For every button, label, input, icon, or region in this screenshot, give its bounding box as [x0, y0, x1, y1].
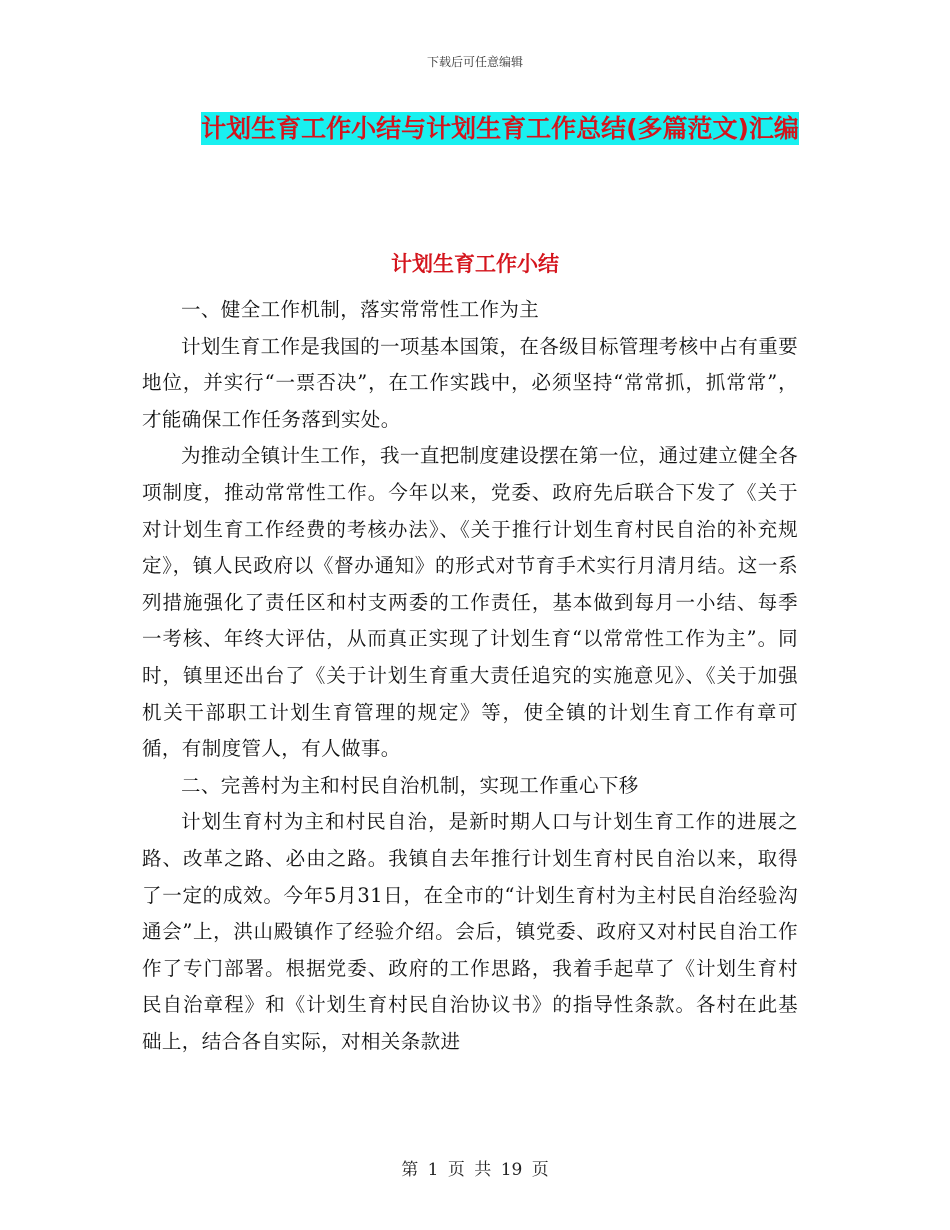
document-title — [190, 106, 810, 152]
document-title-highlight: 计划生育工作小结与计划生育工作总结(多篇范文)汇编 — [201, 114, 799, 143]
body-paragraph-2: 为推动全镇计生工作，我一直把制度建设摆在第一位，通过建立健全各项制度，推动常常性工作。今年以来，党委、政府先后联合下发了《关于对计划生育工作经费的考核办法》、《关于推行计划生育村民自治的补充规定》，镇人民政府以《督办通知》的形式对节育手术实行月清月结。这一系列措施强化了责任区和村支两委的工作责任，基本做到每月一小结、每季一考核、年终大评估，从而真正实现了计划生育“以常常性工作为主”。同时，镇里还出台了《关于计划生育重大责任追究的实施意见》、《关于加强机关干部职工计划生育管理的规定》等，使全镇的计划生育工作有章可循，有制度管人，有人做事。 — [142, 444, 798, 761]
document-body — [142, 292, 798, 1060]
heading-paragraph-1: 一、健全工作机制，落实常常性工作为主 — [181, 298, 540, 321]
page-number: 第 1 页 共 19 页 — [401, 1160, 549, 1180]
heading-paragraph-2: 二、完善村为主和村民自治机制，实现工作重心下移 — [181, 773, 639, 797]
body-paragraph-3: 计划生育村为主和村民自治，是新时期人口与计划生育工作的进展之路、改革之路、必由之路。我镇自去年推行计划生育村民自治以来，取得了一定的成效。今年5月31日，在全市的“计划生育村为主村民自治经验沟通会”上，洪山殿镇作了经验介绍。会后，镇党委、政府又对村民自治工作作了专门部署。根据党委、政府的工作思路，我着手起草了《计划生育村民自治章程》和《计划生育村民自治协议书》的指导性条款。各村在此基础上，结合各自实际，对相关条款进 — [142, 810, 798, 1053]
section-title: 计划生育工作小结 — [391, 252, 559, 276]
body-paragraph-1: 计划生育工作是我国的一项基本国策，在各级目标管理考核中占有重要地位，并实行“一票否决”，在工作实践中，必须坚持“常常抓，抓常常”，才能确保工作任务落到实处。 — [142, 334, 798, 431]
header-note: 下载后可任意编辑 — [426, 55, 523, 69]
